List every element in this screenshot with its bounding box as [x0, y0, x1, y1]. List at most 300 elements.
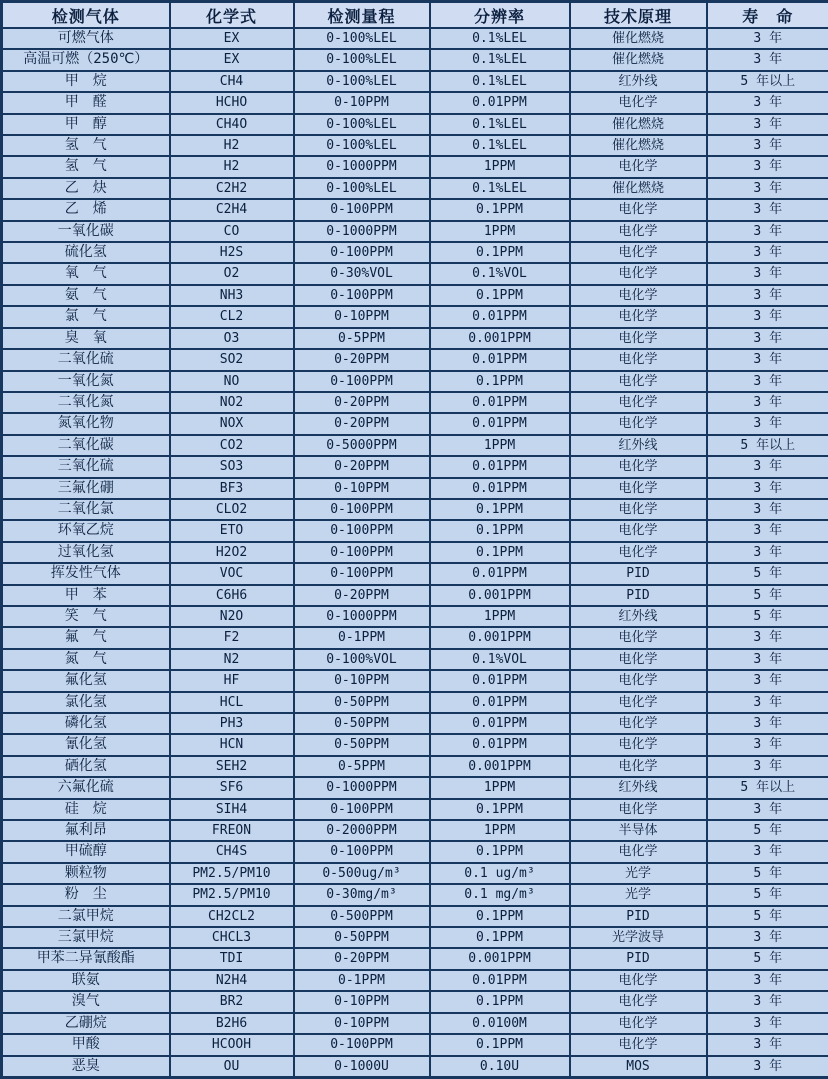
cell-technology: 催化燃烧: [570, 114, 707, 135]
cell-resolution: 0.1PPM: [430, 906, 570, 927]
cell-detection-range: 0-10PPM: [294, 670, 430, 691]
table-row: [2, 520, 828, 541]
cell-chemical-formula: FREON: [170, 820, 294, 841]
table-row: [2, 456, 828, 477]
table-row: [2, 1013, 828, 1034]
cell-resolution: 0.1%LEL: [430, 71, 570, 92]
cell-resolution: 0.01PPM: [430, 306, 570, 327]
cell-technology: 催化燃烧: [570, 135, 707, 156]
cell-lifespan: 3 年: [707, 1013, 828, 1034]
table-row: [2, 328, 828, 349]
cell-lifespan: 3 年: [707, 349, 828, 370]
cell-gas-name: 氟化氢: [2, 670, 170, 691]
cell-detection-range: 0-50PPM: [294, 713, 430, 734]
cell-chemical-formula: HCOOH: [170, 1034, 294, 1055]
cell-chemical-formula: EX: [170, 28, 294, 49]
cell-chemical-formula: C2H4: [170, 199, 294, 220]
cell-resolution: 0.001PPM: [430, 948, 570, 969]
cell-chemical-formula: SF6: [170, 777, 294, 798]
cell-lifespan: 5 年: [707, 606, 828, 627]
cell-lifespan: 3 年: [707, 734, 828, 755]
cell-chemical-formula: H2S: [170, 242, 294, 263]
cell-resolution: 0.01PPM: [430, 392, 570, 413]
cell-detection-range: 0-100PPM: [294, 499, 430, 520]
cell-technology: 红外线: [570, 435, 707, 456]
cell-detection-range: 0-100PPM: [294, 542, 430, 563]
cell-technology: 电化学: [570, 285, 707, 306]
cell-technology: PID: [570, 948, 707, 969]
cell-gas-name: 二氧化氮: [2, 392, 170, 413]
cell-gas-name: 氯 气: [2, 306, 170, 327]
cell-resolution: 0.01PPM: [430, 713, 570, 734]
cell-detection-range: 0-10PPM: [294, 991, 430, 1012]
cell-detection-range: 0-30%VOL: [294, 263, 430, 284]
cell-detection-range: 0-30mg/m³: [294, 884, 430, 905]
cell-lifespan: 5 年: [707, 948, 828, 969]
cell-resolution: 0.1PPM: [430, 799, 570, 820]
cell-lifespan: 3 年: [707, 841, 828, 862]
table-row: [2, 906, 828, 927]
table-row: [2, 92, 828, 113]
cell-chemical-formula: PH3: [170, 713, 294, 734]
cell-chemical-formula: SEH2: [170, 756, 294, 777]
cell-gas-name: 甲 醛: [2, 92, 170, 113]
cell-detection-range: 0-10PPM: [294, 478, 430, 499]
cell-detection-range: 0-10PPM: [294, 1013, 430, 1034]
cell-lifespan: 5 年: [707, 863, 828, 884]
table-row: [2, 114, 828, 135]
cell-chemical-formula: HCL: [170, 692, 294, 713]
cell-detection-range: 0-100%LEL: [294, 49, 430, 70]
cell-detection-range: 0-100PPM: [294, 371, 430, 392]
cell-chemical-formula: HF: [170, 670, 294, 691]
cell-resolution: 0.1%VOL: [430, 649, 570, 670]
table-row: [2, 135, 828, 156]
cell-detection-range: 0-1000PPM: [294, 156, 430, 177]
table-row: [2, 499, 828, 520]
cell-detection-range: 0-500PPM: [294, 906, 430, 927]
table-row: [2, 178, 828, 199]
cell-technology: 电化学: [570, 263, 707, 284]
cell-chemical-formula: ETO: [170, 520, 294, 541]
cell-gas-name: 氮 气: [2, 649, 170, 670]
cell-chemical-formula: VOC: [170, 563, 294, 584]
cell-lifespan: 3 年: [707, 692, 828, 713]
cell-chemical-formula: OU: [170, 1056, 294, 1078]
cell-detection-range: 0-1000PPM: [294, 221, 430, 242]
cell-technology: 电化学: [570, 841, 707, 862]
cell-chemical-formula: HCHO: [170, 92, 294, 113]
cell-resolution: 0.0100M: [430, 1013, 570, 1034]
cell-resolution: 0.01PPM: [430, 734, 570, 755]
cell-technology: 电化学: [570, 542, 707, 563]
cell-gas-name: 氢 气: [2, 135, 170, 156]
cell-detection-range: 0-100PPM: [294, 841, 430, 862]
cell-lifespan: 3 年: [707, 499, 828, 520]
cell-chemical-formula: H2: [170, 156, 294, 177]
cell-lifespan: 3 年: [707, 221, 828, 242]
cell-chemical-formula: NO2: [170, 392, 294, 413]
cell-lifespan: 5 年: [707, 563, 828, 584]
cell-lifespan: 3 年: [707, 542, 828, 563]
cell-technology: 电化学: [570, 649, 707, 670]
table-row: [2, 28, 828, 49]
col-header-technology: 技术原理: [570, 2, 707, 29]
cell-detection-range: 0-100%LEL: [294, 114, 430, 135]
cell-technology: 电化学: [570, 371, 707, 392]
table-row: [2, 948, 828, 969]
cell-chemical-formula: CH4S: [170, 841, 294, 862]
table-row: [2, 71, 828, 92]
cell-resolution: 1PPM: [430, 435, 570, 456]
cell-gas-name: 恶臭: [2, 1056, 170, 1078]
cell-lifespan: 3 年: [707, 456, 828, 477]
cell-gas-name: 甲 烷: [2, 71, 170, 92]
cell-chemical-formula: CHCL3: [170, 927, 294, 948]
cell-chemical-formula: TDI: [170, 948, 294, 969]
cell-technology: 电化学: [570, 392, 707, 413]
col-header-lifespan: 寿 命: [707, 2, 828, 29]
cell-gas-name: 硅 烷: [2, 799, 170, 820]
table-row: [2, 563, 828, 584]
table-row: [2, 670, 828, 691]
cell-gas-name: 硒化氢: [2, 756, 170, 777]
table-row: [2, 713, 828, 734]
cell-lifespan: 3 年: [707, 970, 828, 991]
cell-resolution: 0.01PPM: [430, 970, 570, 991]
cell-resolution: 0.001PPM: [430, 756, 570, 777]
cell-chemical-formula: PM2.5/PM10: [170, 884, 294, 905]
cell-resolution: 1PPM: [430, 221, 570, 242]
cell-chemical-formula: EX: [170, 49, 294, 70]
table-row: [2, 841, 828, 862]
cell-lifespan: 3 年: [707, 392, 828, 413]
cell-chemical-formula: SO3: [170, 456, 294, 477]
cell-chemical-formula: CLO2: [170, 499, 294, 520]
cell-chemical-formula: N2: [170, 649, 294, 670]
cell-technology: 光学波导: [570, 927, 707, 948]
cell-resolution: 0.1%LEL: [430, 178, 570, 199]
cell-detection-range: 0-10PPM: [294, 92, 430, 113]
cell-gas-name: 高温可燃（250℃）: [2, 49, 170, 70]
cell-gas-name: 挥发性气体: [2, 563, 170, 584]
cell-technology: 电化学: [570, 1013, 707, 1034]
table-row: [2, 606, 828, 627]
cell-resolution: 0.1PPM: [430, 1034, 570, 1055]
cell-gas-name: 甲硫醇: [2, 841, 170, 862]
cell-lifespan: 5 年以上: [707, 777, 828, 798]
cell-technology: 电化学: [570, 970, 707, 991]
cell-lifespan: 5 年以上: [707, 435, 828, 456]
cell-lifespan: 3 年: [707, 520, 828, 541]
cell-gas-name: 过氧化氢: [2, 542, 170, 563]
cell-detection-range: 0-1PPM: [294, 970, 430, 991]
cell-technology: 电化学: [570, 156, 707, 177]
cell-technology: 电化学: [570, 306, 707, 327]
cell-gas-name: 甲 苯: [2, 585, 170, 606]
cell-resolution: 0.01PPM: [430, 349, 570, 370]
table-row: [2, 884, 828, 905]
cell-detection-range: 0-1000PPM: [294, 606, 430, 627]
table-row: [2, 413, 828, 434]
cell-gas-name: 氧 气: [2, 263, 170, 284]
cell-detection-range: 0-50PPM: [294, 692, 430, 713]
cell-lifespan: 3 年: [707, 285, 828, 306]
cell-chemical-formula: CH4: [170, 71, 294, 92]
cell-lifespan: 3 年: [707, 156, 828, 177]
cell-lifespan: 3 年: [707, 478, 828, 499]
cell-lifespan: 3 年: [707, 135, 828, 156]
cell-detection-range: 0-2000PPM: [294, 820, 430, 841]
cell-gas-name: 甲苯二异氰酸酯: [2, 948, 170, 969]
cell-lifespan: 5 年: [707, 884, 828, 905]
cell-resolution: 0.1%LEL: [430, 135, 570, 156]
cell-detection-range: 0-50PPM: [294, 927, 430, 948]
cell-detection-range: 0-100PPM: [294, 1034, 430, 1055]
cell-gas-name: 乙硼烷: [2, 1013, 170, 1034]
cell-resolution: 0.1PPM: [430, 520, 570, 541]
table-row: [2, 306, 828, 327]
cell-detection-range: 0-20PPM: [294, 456, 430, 477]
cell-lifespan: 3 年: [707, 328, 828, 349]
cell-detection-range: 0-5000PPM: [294, 435, 430, 456]
cell-lifespan: 5 年以上: [707, 71, 828, 92]
cell-gas-name: 磷化氢: [2, 713, 170, 734]
cell-resolution: 0.01PPM: [430, 563, 570, 584]
cell-chemical-formula: C6H6: [170, 585, 294, 606]
cell-resolution: 0.01PPM: [430, 92, 570, 113]
cell-gas-name: 二氧化硫: [2, 349, 170, 370]
cell-detection-range: 0-100PPM: [294, 285, 430, 306]
cell-resolution: 0.01PPM: [430, 692, 570, 713]
cell-chemical-formula: CH4O: [170, 114, 294, 135]
cell-lifespan: 3 年: [707, 1034, 828, 1055]
cell-technology: 电化学: [570, 478, 707, 499]
cell-gas-name: 二氧化碳: [2, 435, 170, 456]
cell-lifespan: 5 年: [707, 820, 828, 841]
cell-resolution: 0.1 ug/m³: [430, 863, 570, 884]
cell-technology: 光学: [570, 863, 707, 884]
cell-resolution: 0.1PPM: [430, 285, 570, 306]
cell-detection-range: 0-10PPM: [294, 306, 430, 327]
cell-gas-name: 三氧化硫: [2, 456, 170, 477]
cell-detection-range: 0-100PPM: [294, 242, 430, 263]
table-row: [2, 927, 828, 948]
cell-detection-range: 0-1000U: [294, 1056, 430, 1078]
cell-gas-name: 氯化氢: [2, 692, 170, 713]
cell-resolution: 0.001PPM: [430, 627, 570, 648]
table-row: [2, 156, 828, 177]
cell-resolution: 0.1 mg/m³: [430, 884, 570, 905]
table-row: [2, 392, 828, 413]
cell-gas-name: 氰化氢: [2, 734, 170, 755]
cell-detection-range: 0-100%LEL: [294, 178, 430, 199]
table-row: [2, 285, 828, 306]
table-row: [2, 734, 828, 755]
table-row: [2, 692, 828, 713]
cell-detection-range: 0-500ug/m³: [294, 863, 430, 884]
cell-technology: 电化学: [570, 199, 707, 220]
cell-chemical-formula: N2O: [170, 606, 294, 627]
cell-resolution: 0.01PPM: [430, 456, 570, 477]
cell-resolution: 0.1%VOL: [430, 263, 570, 284]
cell-chemical-formula: PM2.5/PM10: [170, 863, 294, 884]
table-row: [2, 820, 828, 841]
cell-detection-range: 0-5PPM: [294, 756, 430, 777]
cell-resolution: 0.1%LEL: [430, 114, 570, 135]
cell-chemical-formula: NOX: [170, 413, 294, 434]
cell-lifespan: 3 年: [707, 199, 828, 220]
cell-resolution: 0.01PPM: [430, 478, 570, 499]
cell-lifespan: 3 年: [707, 242, 828, 263]
cell-resolution: 0.1PPM: [430, 927, 570, 948]
cell-chemical-formula: BF3: [170, 478, 294, 499]
cell-gas-name: 氮氧化物: [2, 413, 170, 434]
table-row: [2, 799, 828, 820]
cell-technology: 电化学: [570, 734, 707, 755]
table-row: [2, 371, 828, 392]
cell-lifespan: 3 年: [707, 649, 828, 670]
cell-detection-range: 0-100PPM: [294, 799, 430, 820]
cell-gas-name: 乙 炔: [2, 178, 170, 199]
cell-resolution: 0.1PPM: [430, 199, 570, 220]
cell-technology: 电化学: [570, 328, 707, 349]
cell-detection-range: 0-1000PPM: [294, 777, 430, 798]
cell-lifespan: 3 年: [707, 114, 828, 135]
cell-technology: 电化学: [570, 627, 707, 648]
cell-technology: 电化学: [570, 92, 707, 113]
cell-technology: 电化学: [570, 499, 707, 520]
cell-technology: 电化学: [570, 1034, 707, 1055]
cell-technology: 光学: [570, 884, 707, 905]
cell-lifespan: 3 年: [707, 670, 828, 691]
cell-chemical-formula: H2: [170, 135, 294, 156]
cell-gas-name: 甲 醇: [2, 114, 170, 135]
cell-technology: 电化学: [570, 221, 707, 242]
table-row: [2, 777, 828, 798]
cell-chemical-formula: SIH4: [170, 799, 294, 820]
col-header-gas-name: 检测气体: [2, 2, 170, 29]
cell-gas-name: 硫化氢: [2, 242, 170, 263]
cell-chemical-formula: O3: [170, 328, 294, 349]
header-row: [2, 2, 828, 29]
cell-technology: 电化学: [570, 413, 707, 434]
cell-resolution: 0.01PPM: [430, 413, 570, 434]
cell-lifespan: 3 年: [707, 178, 828, 199]
cell-lifespan: 3 年: [707, 1056, 828, 1078]
cell-gas-name: 联氨: [2, 970, 170, 991]
table-row: [2, 756, 828, 777]
table-row: [2, 991, 828, 1012]
cell-detection-range: 0-5PPM: [294, 328, 430, 349]
cell-detection-range: 0-100PPM: [294, 520, 430, 541]
cell-chemical-formula: CL2: [170, 306, 294, 327]
cell-gas-name: 六氟化硫: [2, 777, 170, 798]
cell-detection-range: 0-50PPM: [294, 734, 430, 755]
cell-chemical-formula: B2H6: [170, 1013, 294, 1034]
cell-lifespan: 5 年: [707, 585, 828, 606]
cell-lifespan: 3 年: [707, 799, 828, 820]
cell-lifespan: 3 年: [707, 756, 828, 777]
cell-gas-name: 三氯甲烷: [2, 927, 170, 948]
table-row: [2, 1056, 828, 1078]
cell-gas-name: 一氧化氮: [2, 371, 170, 392]
cell-technology: 电化学: [570, 242, 707, 263]
cell-resolution: 1PPM: [430, 777, 570, 798]
cell-technology: 电化学: [570, 456, 707, 477]
cell-chemical-formula: SO2: [170, 349, 294, 370]
cell-chemical-formula: CO: [170, 221, 294, 242]
cell-technology: 催化燃烧: [570, 49, 707, 70]
col-header-resolution: 分辨率: [430, 2, 570, 29]
cell-lifespan: 3 年: [707, 991, 828, 1012]
cell-gas-name: 氟利昂: [2, 820, 170, 841]
cell-resolution: 1PPM: [430, 820, 570, 841]
cell-technology: 红外线: [570, 606, 707, 627]
cell-detection-range: 0-1PPM: [294, 627, 430, 648]
cell-technology: 电化学: [570, 520, 707, 541]
cell-lifespan: 3 年: [707, 627, 828, 648]
cell-technology: MOS: [570, 1056, 707, 1078]
table-body: [2, 28, 828, 1077]
cell-chemical-formula: CO2: [170, 435, 294, 456]
cell-detection-range: 0-20PPM: [294, 392, 430, 413]
cell-gas-name: 可燃气体: [2, 28, 170, 49]
cell-gas-name: 氨 气: [2, 285, 170, 306]
cell-resolution: 0.1PPM: [430, 542, 570, 563]
table-row: [2, 627, 828, 648]
table-row: [2, 199, 828, 220]
table-row: [2, 649, 828, 670]
cell-gas-name: 颗粒物: [2, 863, 170, 884]
cell-lifespan: 3 年: [707, 49, 828, 70]
table-row: [2, 242, 828, 263]
cell-lifespan: 3 年: [707, 371, 828, 392]
cell-technology: PID: [570, 563, 707, 584]
cell-resolution: 0.1%LEL: [430, 49, 570, 70]
cell-gas-name: 三氟化硼: [2, 478, 170, 499]
cell-technology: 电化学: [570, 713, 707, 734]
table-row: [2, 349, 828, 370]
cell-resolution: 0.1PPM: [430, 499, 570, 520]
cell-chemical-formula: H2O2: [170, 542, 294, 563]
cell-detection-range: 0-20PPM: [294, 585, 430, 606]
cell-resolution: 1PPM: [430, 156, 570, 177]
cell-chemical-formula: N2H4: [170, 970, 294, 991]
cell-chemical-formula: HCN: [170, 734, 294, 755]
cell-resolution: 0.1PPM: [430, 991, 570, 1012]
cell-chemical-formula: O2: [170, 263, 294, 284]
cell-gas-name: 乙 烯: [2, 199, 170, 220]
cell-technology: PID: [570, 585, 707, 606]
cell-detection-range: 0-20PPM: [294, 413, 430, 434]
cell-resolution: 0.01PPM: [430, 670, 570, 691]
cell-chemical-formula: C2H2: [170, 178, 294, 199]
cell-chemical-formula: NO: [170, 371, 294, 392]
cell-technology: 催化燃烧: [570, 28, 707, 49]
cell-resolution: 0.1%LEL: [430, 28, 570, 49]
cell-gas-name: 氟 气: [2, 627, 170, 648]
cell-technology: 电化学: [570, 756, 707, 777]
cell-technology: 半导体: [570, 820, 707, 841]
cell-lifespan: 3 年: [707, 263, 828, 284]
cell-resolution: 0.001PPM: [430, 328, 570, 349]
cell-detection-range: 0-100%LEL: [294, 28, 430, 49]
cell-chemical-formula: BR2: [170, 991, 294, 1012]
cell-detection-range: 0-100PPM: [294, 563, 430, 584]
table-row: [2, 970, 828, 991]
cell-detection-range: 0-20PPM: [294, 948, 430, 969]
